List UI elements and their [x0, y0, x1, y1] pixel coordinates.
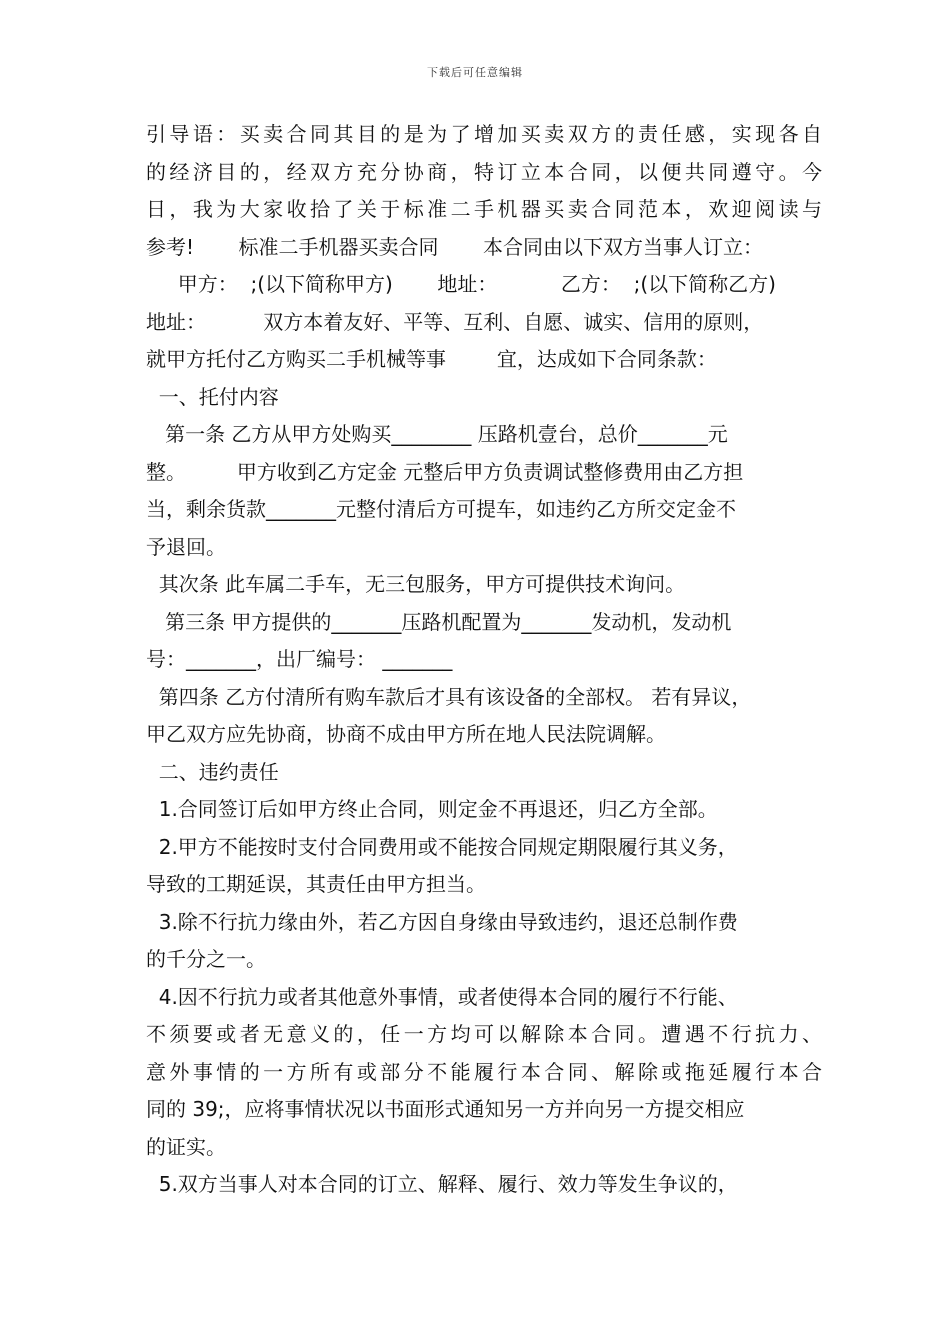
paragraph-line: 一、托付内容: [146, 384, 279, 409]
paragraph-line: 二、违约责任: [146, 759, 279, 784]
paragraph-line: 不须要或者无意义的，任一方均可以解除本合同。遭遇不行抗力、: [146, 1022, 822, 1046]
paragraph-line: 的千分之一。: [146, 947, 266, 971]
paragraph-line: 参考! 标准二手机器买卖合同 本合同由以下双方当事人订立：: [146, 234, 764, 259]
paragraph-line: 第四条 乙方付清所有购车款后才具有该设备的全部权。 若有异议，: [146, 684, 752, 709]
header-note: 下载后可任意编辑: [427, 66, 523, 79]
paragraph-line: 同的 39;，应将事情状况以书面形式通知另一方并向另一方提交相应: [146, 1097, 745, 1121]
paragraph-line: 的证实。: [146, 1134, 226, 1159]
paragraph-line: 第一条 乙方从甲方处购买________ 压路机壹台，总价_______元: [146, 422, 728, 446]
paragraph-line: 的经济目的，经双方充分协商，特订立本合同，以便共同遵守。今: [146, 159, 822, 184]
paragraph-line: 甲乙双方应先协商，协商不成由甲方所在地人民法院调解。: [146, 722, 666, 746]
paragraph-line: 就甲方托付乙方购买二手机械等事 宜，达成如下合同条款：: [146, 347, 717, 371]
paragraph-line: 3.除不行抗力缘由外，若乙方因自身缘由导致违约，退还总制作费: [146, 909, 738, 934]
paragraph-line: 1.合同签订后如甲方终止合同，则定金不再退还，归乙方全部。: [146, 797, 718, 821]
paragraph-line: 日，我为大家收拾了关于标准二手机器买卖合同范本，欢迎阅读与: [146, 197, 822, 221]
paragraph-line: 导致的工期延误，其责任由甲方担当。: [146, 872, 486, 896]
paragraph-line: 当，剩余货款_______元整付清后方可提车，如违约乙方所交定金不: [146, 497, 736, 521]
paragraph-line: 第三条 甲方提供的_______压路机配置为_______发动机，发动机: [146, 609, 732, 634]
paragraph-line: 4.因不行抗力或者其他意外事情，或者使得本合同的履行不行能、: [146, 984, 738, 1009]
paragraph-line: 予退回。: [146, 534, 226, 559]
paragraph-line: 地址： 双方本着友好、平等、互利、自愿、诚实、信用的原则，: [146, 309, 764, 334]
paragraph-line: 号：_______，出厂编号： _______: [146, 647, 453, 671]
paragraph-line: 其次条 此车属二手车，无三包服务，甲方可提供技术询问。: [146, 572, 686, 596]
paragraph-line: 甲方： ;(以下简称甲方) 地址： 乙方： ;(以下简称乙方): [146, 272, 776, 296]
paragraph-line: 2.甲方不能按时支付合同费用或不能按合同规定期限履行其义务，: [146, 834, 738, 859]
paragraph-line: 整。 甲方收到乙方定金 元整后甲方负责调试整修费用由乙方担: [146, 459, 744, 484]
paragraph-line: 引导语：买卖合同其目的是为了增加买卖双方的责任感，实现各自: [146, 122, 822, 146]
paragraph-line: 5.双方当事人对本合同的订立、解释、履行、效力等发生争议的，: [146, 1172, 738, 1196]
paragraph-line: 意外事情的一方所有或部分不能履行本合同、解除或拖延履行本合: [146, 1059, 822, 1084]
contract-body: [146, 116, 822, 1204]
